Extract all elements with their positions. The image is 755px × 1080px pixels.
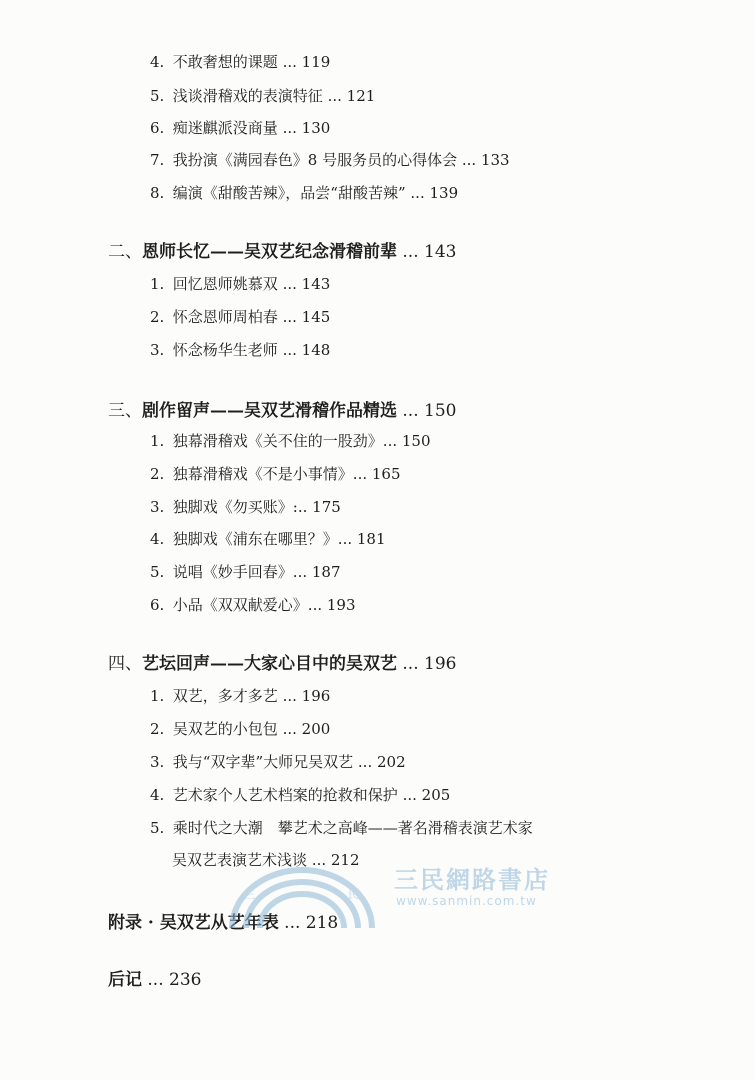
- afterword-heading: [108, 972, 201, 989]
- toc-entry: [150, 689, 330, 704]
- entry-page: ... 196: [282, 687, 331, 705]
- toc-entry: [150, 153, 510, 168]
- entry-title: 怀念杨华生老师: [172, 341, 278, 359]
- appendix-title: 附录 · 吴双艺从艺年表: [108, 913, 279, 933]
- section-heading: [108, 244, 456, 261]
- entry-title: 独幕滑稽戏《不是小事情》: [172, 465, 353, 483]
- entry-page: ... 212: [311, 851, 360, 869]
- bookstore-logo-icon: [222, 858, 382, 928]
- section-page: ... 196: [402, 654, 457, 674]
- entry-number: 4.: [150, 530, 165, 548]
- afterword-title: 后记: [108, 970, 142, 990]
- entry-page: ... 150: [382, 432, 431, 450]
- entry-title: 独脚戏《勿买账》: [172, 498, 293, 516]
- toc-entry: [150, 277, 330, 292]
- entry-number: 5.: [150, 819, 165, 837]
- entry-title: 编演《甜酸苦辣》，品尝“甜酸苦辣”: [172, 184, 406, 202]
- entry-number: 8.: [150, 184, 165, 202]
- entry-title: 艺术家个人艺术档案的抢救和保护: [172, 786, 398, 804]
- section-page: ... 150: [402, 401, 457, 421]
- entry-number: 4.: [150, 786, 165, 804]
- entry-title: 吴双艺的小包包: [172, 720, 278, 738]
- toc-entry: [150, 532, 386, 547]
- entry-title: 不敢奢想的课题: [172, 53, 278, 71]
- toc-entry: [150, 821, 533, 836]
- section-prefix: 二、: [108, 242, 142, 262]
- bookstore-name: 三民網路書店: [394, 866, 550, 894]
- entry-number: 1.: [150, 687, 165, 705]
- entry-number: 6.: [150, 119, 165, 137]
- entry-page: ... 121: [327, 87, 376, 105]
- toc-entry: [150, 343, 330, 358]
- entry-title: 小品《双双献爱心》: [172, 596, 308, 614]
- entry-title: 独幕滑稽戏《关不住的一股劲》: [172, 432, 383, 450]
- entry-page: ... 133: [461, 151, 510, 169]
- entry-number: 3.: [150, 753, 165, 771]
- section-prefix: 三、: [108, 401, 142, 421]
- appendix-page: ... 218: [284, 913, 339, 933]
- section-page: ... 143: [402, 242, 457, 262]
- entry-page: ... 143: [282, 275, 331, 293]
- entry-number: 1.: [150, 275, 165, 293]
- entry-number: 2.: [150, 720, 165, 738]
- entry-title: 吴双艺表演艺术浅谈: [172, 851, 308, 869]
- entry-page: ... 193: [307, 596, 356, 614]
- watermark: [222, 858, 582, 928]
- entry-page: ... 181: [337, 530, 386, 548]
- logo-char-left: 三: [244, 888, 255, 901]
- entry-number: 3.: [150, 341, 165, 359]
- entry-page: ... 205: [402, 786, 451, 804]
- section-title: 艺坛回声——大家心目中的吴双艺: [142, 654, 397, 674]
- entry-title: 怀念恩师周柏春: [172, 308, 278, 326]
- toc-entry: [150, 788, 450, 803]
- entry-title: 独脚戏《浦东在哪里？》: [172, 530, 338, 548]
- entry-number: 2.: [150, 308, 165, 326]
- entry-title: 乘时代之大潮 攀艺术之高峰——著名滑稽表演艺术家: [172, 819, 533, 837]
- toc-entry: [150, 434, 431, 449]
- entry-title: 说唱《妙手回春》: [172, 563, 293, 581]
- entry-title: 回忆恩师姚慕双: [172, 275, 278, 293]
- toc-entry: [150, 722, 330, 737]
- toc-entry: [150, 121, 330, 136]
- entry-page: ... 145: [282, 308, 331, 326]
- toc-entry: [150, 598, 356, 613]
- entry-page: ... 148: [282, 341, 331, 359]
- toc-entry: [150, 500, 341, 515]
- section-heading: [108, 656, 456, 673]
- entry-page: ... 165: [352, 465, 401, 483]
- entry-page: ... 130: [282, 119, 331, 137]
- toc-entry: [150, 186, 458, 201]
- entry-title: 痴迷麒派没商量: [172, 119, 278, 137]
- entry-number: 5.: [150, 563, 165, 581]
- entry-number: 7.: [150, 151, 165, 169]
- entry-page: ... 200: [282, 720, 331, 738]
- entry-number: 4.: [150, 53, 165, 71]
- section-prefix: 四、: [108, 654, 142, 674]
- entry-number: 6.: [150, 596, 165, 614]
- entry-number: 3.: [150, 498, 165, 516]
- entry-number: 2.: [150, 465, 165, 483]
- entry-title: 我与“双字辈”大师兄吴双艺: [172, 753, 354, 771]
- entry-title: 双艺，多才多艺: [172, 687, 278, 705]
- toc-entry: [150, 565, 341, 580]
- toc-entry: [150, 467, 401, 482]
- entry-number: 5.: [150, 87, 165, 105]
- entry-page: ... 187: [292, 563, 341, 581]
- entry-page: ... 202: [357, 753, 406, 771]
- entry-page: ... 139: [410, 184, 459, 202]
- toc-entry: [150, 89, 375, 104]
- bookstore-url: www.sanmin.com.tw: [396, 894, 537, 908]
- afterword-page: ... 236: [147, 970, 202, 990]
- toc-entry: [150, 55, 330, 70]
- section-title: 恩师长忆——吴双艺纪念滑稽前辈: [142, 242, 397, 262]
- toc-entry: [150, 310, 330, 325]
- entry-page: ... 119: [282, 53, 331, 71]
- logo-char-right: 民: [348, 888, 359, 901]
- entry-number: 1.: [150, 432, 165, 450]
- section-heading: [108, 403, 456, 420]
- entry-page: :.. 175: [292, 498, 341, 516]
- entry-title: 浅谈滑稽戏的表演特征: [172, 87, 323, 105]
- entry-title: 我扮演《满园春色》8 号服务员的心得体会: [172, 151, 458, 169]
- toc-entry: [150, 755, 406, 770]
- section-title: 剧作留声——吴双艺滑稽作品精选: [142, 401, 397, 421]
